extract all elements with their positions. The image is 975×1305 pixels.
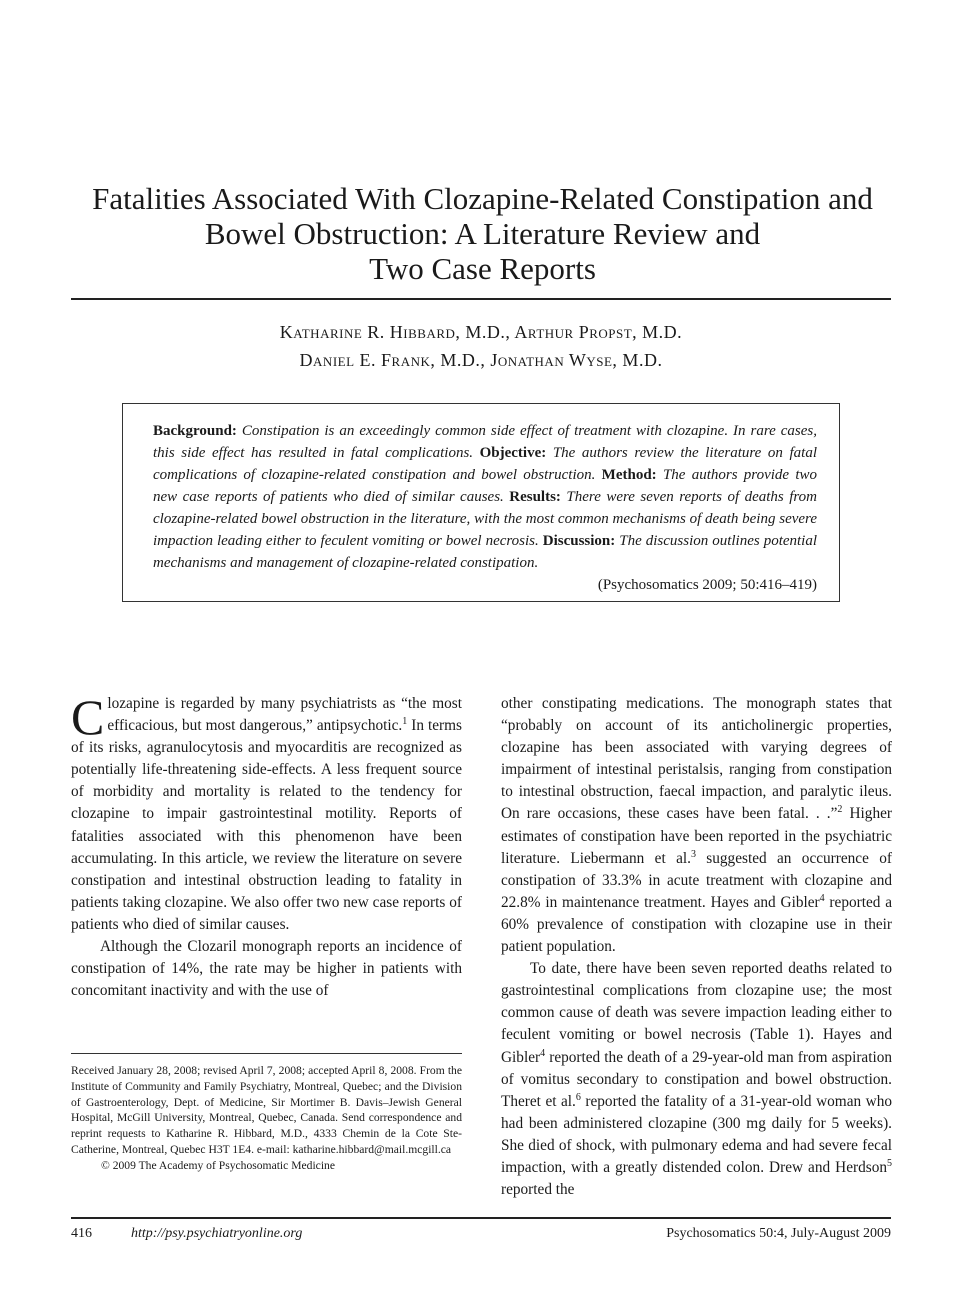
- abstract-objective-text: The authors review the literature on fatal complications of clozapine-related constipation and bowel obstruction.: [153, 445, 817, 483]
- footnote-text: Received January 28, 2008; revised April 7, 2008; accepted April 8, 2008. From the Institute of Community and Family Psychiatry, Montreal, Quebec; and the Division of Gastroenterology, Dept. of Medicine, Sir Mortimer B. Davis–Jewish General Hospital, McGill University, Montreal, Quebec, Canada. Send correspondence and reprint requests to Katharine R. Hibbard, M.D., 4333 Chemin de la Cote Ste-Catherine, Montreal, Quebec H3T 1E4. e-mail: katharine.hibbard@mail.mcgill.ca: [71, 1064, 462, 1156]
- abstract-method-text: The authors provide two new case reports of patients who died of similar causes.: [153, 467, 818, 505]
- author-line: Daniel E. Frank, M.D., Jonathan Wyse, M.D.: [299, 350, 663, 370]
- title-line: Bowel Obstruction: A Literature Review and: [204, 215, 761, 251]
- body-text: lozapine is regarded by many psychiatrists as “the most efficacious, but most dangerous,” antipsychotic.: [107, 695, 462, 735]
- body-column-left: [71, 689, 462, 1002]
- abstract-results-label: Results:: [509, 489, 561, 505]
- body-text: reported the fatality of a 31-year-old woman who had been administered clozapine (300 mg daily for 5 weeks). She died of shock, with pulmonary edema and had severe fecal impaction, with a greatly distended colon. Drew and Herdson: [501, 1092, 892, 1176]
- body-text: reported the: [501, 1181, 575, 1199]
- reference-superscript[interactable]: 6: [575, 1091, 581, 1103]
- body-text: In terms of its risks, agranulocytosis and myocarditis are recognized as potentially life-threatening side-effects. A less frequent source of morbidity and mortality is related to the tendency for clozapine to impair gastrointestinal motility. Reports of fatalities associated with this phenomenon have been accumulating. In this article, we review the literature on severe constipation and intestinal obstruction leading to fatality in patients taking clozapine. We also offer two new case reports of patients who died of similar causes.: [71, 717, 462, 933]
- abstract-objective-label: Objective:: [479, 445, 547, 461]
- body-text: To date, there have been seven reported deaths related to gastrointestinal complications from clozapine use; the most common cause of death was severe impaction leading either to feculent vomiting or bowel necrosis (Table 1). Hayes and Gibler: [501, 960, 892, 1066]
- body-column-right: [501, 693, 892, 1201]
- copyright-notice: © 2009 The Academy of Psychosomatic Medicine: [101, 1158, 335, 1172]
- body-text: reported a 60% prevalence of constipation with clozapine use in their patient population.: [501, 893, 893, 956]
- article-title: [60, 181, 905, 286]
- abstract-citation-row: [153, 574, 817, 596]
- reference-superscript[interactable]: 5: [887, 1157, 892, 1169]
- page-number: 416: [71, 1226, 92, 1241]
- author-list: [71, 318, 891, 374]
- abstract-method-label: Method:: [601, 467, 657, 483]
- abstract-results-text: There were seven reports of deaths from clozapine-related bowel obstruction in the literature, with the most common mechanisms of death being severe impaction leading either to feculent vomiting or bowel necrosis.: [153, 489, 818, 549]
- abstract-body: [153, 420, 817, 574]
- title-line: Two Case Reports: [369, 250, 596, 286]
- abstract-discussion-text: The discussion outlines potential mechanisms and management of clozapine-related constipation.: [153, 533, 818, 571]
- body-paragraph: [71, 689, 462, 936]
- journal-issue: Psychosomatics 50:4, July-August 2009: [666, 1226, 891, 1241]
- author-line: Katharine R. Hibbard, M.D., Arthur Propst, M.D.: [279, 322, 683, 342]
- footnote-divider: [71, 1053, 462, 1054]
- title-divider: [71, 298, 891, 300]
- reference-superscript[interactable]: 1: [402, 716, 408, 727]
- body-text: reported the death of a 29-year-old man from aspiration of vomitus secondary to constipation and bowel obstruction. Theret et al.: [501, 1048, 892, 1110]
- reference-superscript[interactable]: 2: [837, 804, 843, 816]
- journal-url-link[interactable]: http://psy.psychiatryonline.org: [131, 1226, 303, 1241]
- reference-superscript[interactable]: 4: [540, 1047, 546, 1059]
- footer-divider: [71, 1217, 891, 1219]
- abstract-background-label: Background:: [153, 423, 237, 439]
- abstract-background-text: Constipation is an exceedingly common side effect of treatment with clozapine. In rare cases, this side effect has resulted in fatal complications.: [153, 423, 818, 461]
- title-line: Fatalities Associated With Clozapine-Related Constipation and: [92, 180, 873, 216]
- abstract: [122, 403, 840, 602]
- body-text: other constipating medications. The monograph states that “probably on account of its anticholinergic properties, clozapine has been associated with varying degrees of impairment of intestinal peristalsis, ranging from constipation to intestinal obstruction, faecal impaction, and paralytic ileus. On rare occasions, these cases have been fatal. . .”: [501, 695, 892, 823]
- body-paragraph: [501, 958, 892, 1201]
- body-paragraph: [501, 693, 892, 958]
- reference-superscript[interactable]: 4: [819, 892, 825, 904]
- reference-superscript[interactable]: 3: [690, 848, 696, 860]
- body-text: suggested an occurrence of constipation of 33.3% in acute treatment with clozapine and 22.8% in maintenance treatment. Hayes and Gibler: [501, 849, 892, 911]
- body-text: Higher estimates of constipation have been reported in the psychiatric literature. Liebermann et al.: [501, 805, 892, 867]
- body-paragraph: Although the Clozaril monograph reports an incidence of constipation of 14%, the rate may be higher in patients with concomitant inactivity and with the use of: [71, 938, 462, 1000]
- drop-cap: C: [71, 689, 105, 745]
- abstract-discussion-label: Discussion:: [542, 533, 616, 549]
- abstract-citation: (Psychosomatics 2009; 50:416–419): [597, 577, 817, 593]
- footnote: [71, 1063, 462, 1174]
